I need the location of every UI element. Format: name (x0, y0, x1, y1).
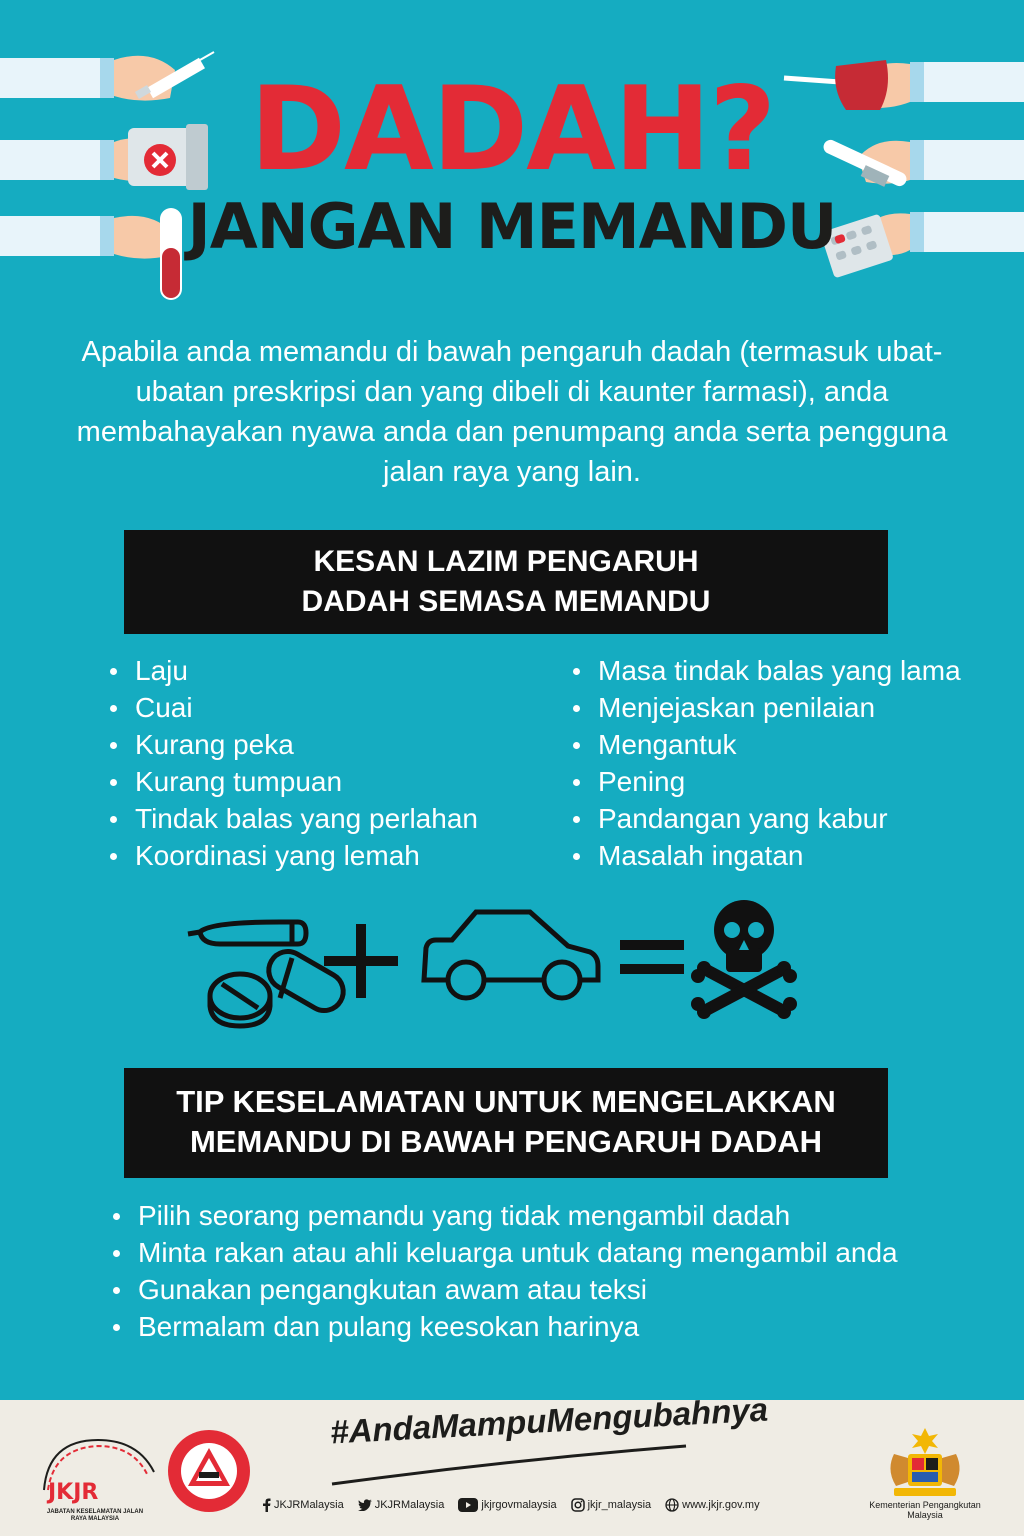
intro-paragraph: Apabila anda memandu di bawah pengaruh dadah (termasuk ubat-ubatan preskripsi dan yang dibeli di kaunter farmasi), anda membahayakan nyawa anda dan penumpang anda serta pengguna jalan raya yang lain. (76, 336, 948, 488)
effects-heading-box (124, 530, 888, 634)
instagram-link[interactable] (571, 1498, 652, 1512)
road-safety-council-seal-icon (166, 1426, 252, 1516)
jkjr-logo-text: JKJR (48, 1480, 99, 1505)
list-item: Gunakan pengangkutan awam atau teksi (110, 1271, 898, 1308)
globe-icon (665, 1498, 679, 1512)
list-item: Masalah ingatan (570, 837, 961, 874)
equals-icon (620, 940, 684, 974)
instagram-handle: jkjr_malaysia (587, 1499, 652, 1511)
list-item: Masa tindak balas yang lama (570, 652, 961, 689)
effects-heading-line1: KESAN LAZIM PENGARUH (313, 545, 699, 578)
facebook-handle: JKJRMalaysia (274, 1499, 344, 1511)
list-item: Menjejaskan penilaian (570, 689, 961, 726)
list-item: Pilih seorang pemandu yang tidak mengambil dadah (110, 1197, 898, 1234)
twitter-icon (358, 1499, 372, 1511)
drugs-plus-car-equals-death (180, 900, 820, 1040)
facebook-icon (262, 1498, 271, 1512)
list-item: Pandangan yang kabur (570, 800, 961, 837)
tips-heading-line2: MEMANDU DI BAWAH PENGARUH DADAH (189, 1124, 823, 1159)
effects-list-right (570, 652, 961, 874)
website-link[interactable] (665, 1498, 759, 1512)
list-item: Kurang peka (107, 726, 478, 763)
website-url: www.jkjr.gov.my (682, 1499, 760, 1511)
twitter-handle: JKJRMalaysia (374, 1499, 445, 1511)
tips-list (110, 1197, 898, 1345)
malaysia-coat-of-arms-icon (880, 1424, 970, 1500)
jkjr-org-name: JABATAN KESELAMATAN JALAN RAYA MALAYSIA (46, 1509, 144, 1522)
youtube-handle: jkjrgovmalaysia (481, 1499, 557, 1511)
list-item: Bermalam dan pulang keesokan harinya (110, 1308, 898, 1345)
instagram-icon (571, 1498, 585, 1512)
list-item: Tindak balas yang perlahan (107, 800, 478, 837)
effects-list-left (107, 652, 478, 874)
page-title: DADAH? (249, 62, 775, 197)
list-item: Mengantuk (570, 726, 961, 763)
plus-icon (324, 924, 398, 998)
social-links (262, 1498, 760, 1512)
youtube-link[interactable] (458, 1498, 556, 1512)
tips-heading-box (124, 1068, 888, 1178)
list-item: Laju (107, 652, 478, 689)
list-item: Cuai (107, 689, 478, 726)
list-item: Kurang tumpuan (107, 763, 478, 800)
ministry-name: Kementerian Pengangkutan Malaysia (869, 1500, 981, 1520)
pills-icon (188, 922, 350, 1026)
youtube-icon (458, 1498, 478, 1512)
tips-heading-line1: TIP KESELAMATAN UNTUK MENGELAKKAN (176, 1084, 836, 1119)
effects-heading-line2: DADAH SEMASA MEMANDU (301, 585, 711, 618)
list-item: Minta rakan atau ahli keluarga untuk datang mengambil anda (110, 1234, 898, 1271)
list-item: Koordinasi yang lemah (107, 837, 478, 874)
hashtag-underline (330, 1440, 690, 1490)
hashtag-slogan: #AndaMampuMengubahnya (329, 1390, 769, 1451)
twitter-link[interactable] (358, 1498, 445, 1512)
page-subtitle: JANGAN MEMANDU (187, 190, 837, 263)
car-icon (424, 912, 598, 998)
skull-crossbones-icon (691, 900, 797, 1019)
facebook-link[interactable] (262, 1498, 344, 1512)
list-item: Pening (570, 763, 961, 800)
